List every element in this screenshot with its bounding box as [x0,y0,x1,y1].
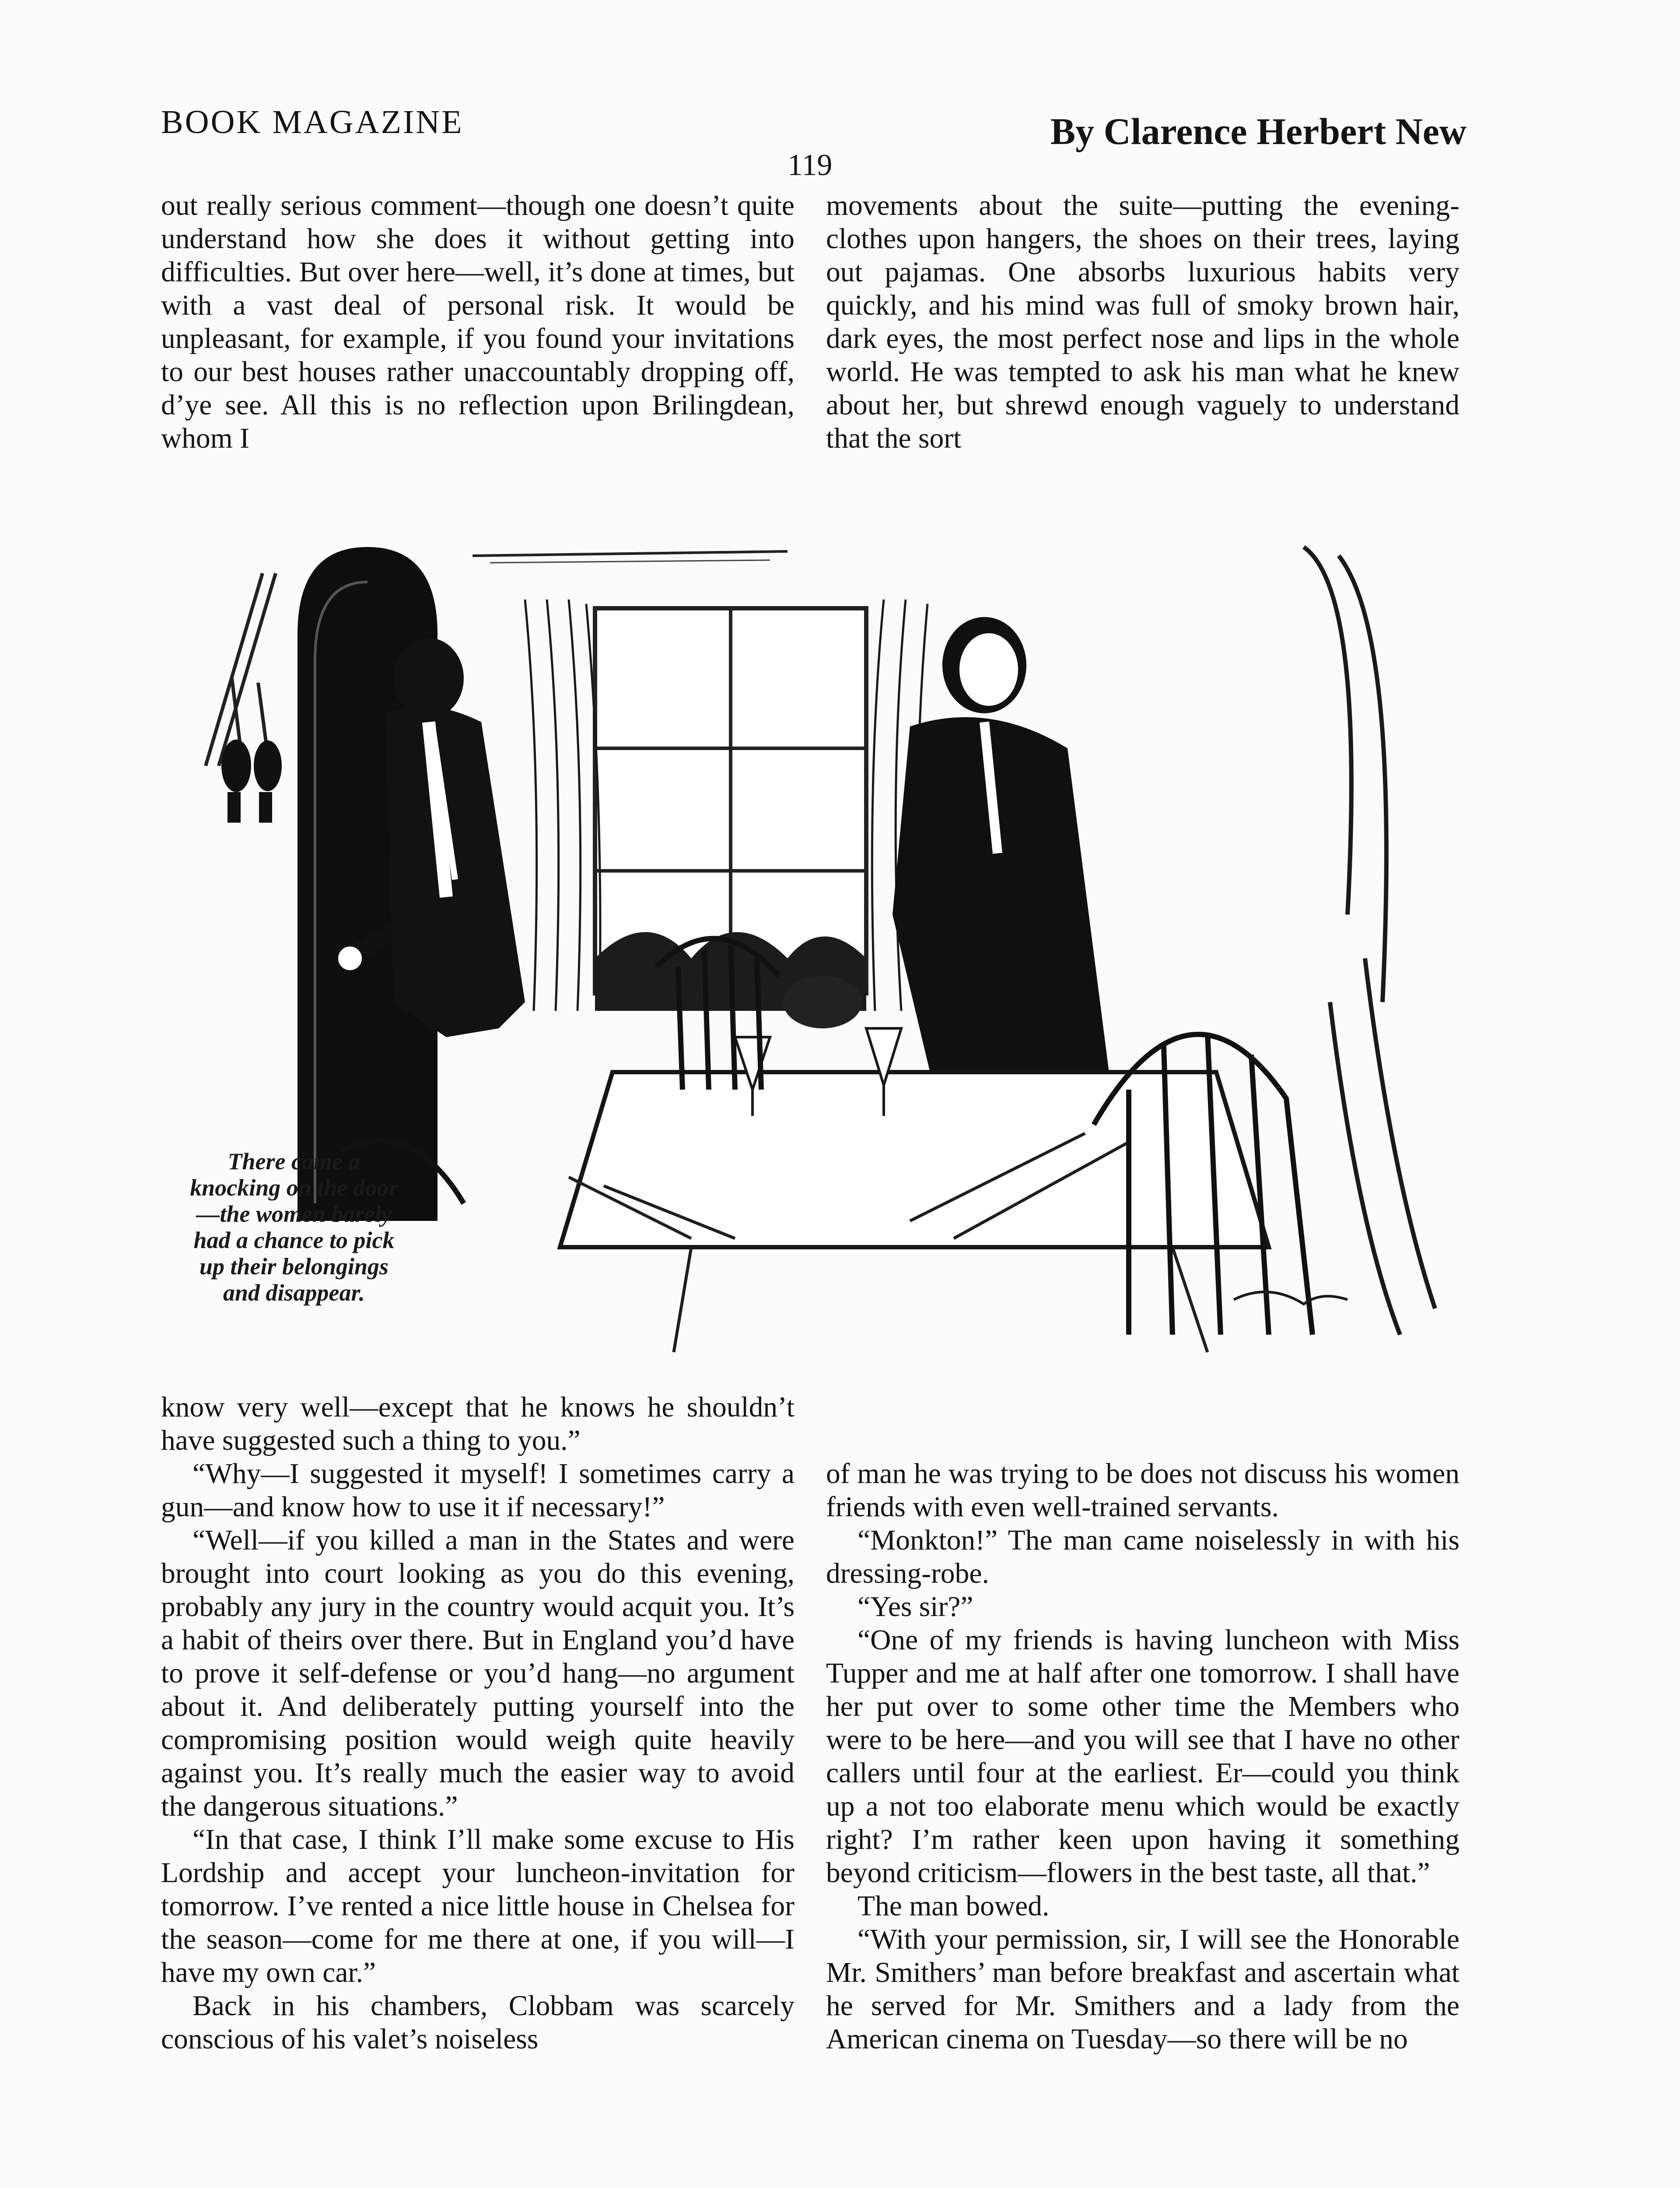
paragraph: “Well—if you killed a man in the States and were brought into court looking as you do this evening, probably any jury in the country would acquit you. It’s a habit of theirs over there. But in England you’d have to prove it self-defense or you’d hang—no argument about it. And deliberately putting yourself into the compromising position would weigh quite heavily against you. It’s really much the easier way to avoid the dangerous situations.” [161,1525,794,1822]
column-right-bottom [826,1457,1460,2056]
paragraph: “Yes sir?” [858,1591,973,1623]
column-right-top [826,189,1460,455]
column-left-top [161,189,794,455]
paragraph: movements about the suite—putting the evening-clothes upon hangers, the shoes on their trees, laying out pajamas. One absorbs luxurious habits very quickly, and his mind was full of smoky brown hair, dark eyes, the most perfect nose and lips in the whole world. He was tempted to ask his man what he knew about her, but shrewd enough vaguely to understand that the sort [826,190,1460,454]
paragraph: “One of my friends is having luncheon with Miss Tupper and me at half after one tomorrow. I shall have her put over to some other time the Members who were to be here—and you will see that I have no other callers until four at the earliest. Er—could you think up a not too elaborate menu which would be exactly right? I’m rather keen upon having it something beyond criticism—flowers in the best taste, all that.” [826,1624,1460,1889]
column-left-bottom [161,1391,794,2056]
paragraph: out really serious comment—though one doesn’t quite understand how she does it without getting into difficulties. But over here—well, it’s done at times, but with a vast deal of personal risk. It would be unpleasant, for example, if you found your invitations to our best houses rather unaccountably dropping off, d’ye see. All this is no reflection upon Brilingdean, whom I [161,190,794,454]
page-number: 119 [788,148,833,182]
paragraph: know very well—except that he knows he shouldn’t have suggested such a thing to you.” [161,1392,794,1456]
paragraph: “Monkton!” The man came noiselessly in with his dressing-robe. [826,1525,1460,1589]
paragraph: “With your permission, sir, I will see the Honorable Mr. Smithers’ man before breakfast and ascertain what he served for Mr. Smithers and a lady from the American cinema on Tuesday—so there will be no [826,1924,1460,2055]
illustration-caption: There came a knocking on the door—the women barely had a chance to pick up their belongings and disappear. [190,1148,398,1306]
paragraph: The man bowed. [858,1890,1050,1922]
paragraph: “Why—I suggested it myself! I sometimes carry a gun—and know how to use it if necessary!” [161,1458,794,1523]
paragraph: “In that case, I think I’ll make some excuse to His Lordship and accept your luncheon-invitation for tomorrow. I’ve rented a nice little house in Chelsea for the season—come for me there at one, if you will—I have my own car.” [161,1824,794,1988]
paragraph: Back in his chambers, Clobbam was scarcely conscious of his valet’s noiseless [161,1990,794,2055]
paragraph: of man he was trying to be does not discuss his women friends with even well-trained servants. [826,1458,1460,1523]
running-head-author: By Clarence Herbert New [1050,110,1466,152]
running-head-publication: BOOK MAGAZINE [161,104,464,140]
